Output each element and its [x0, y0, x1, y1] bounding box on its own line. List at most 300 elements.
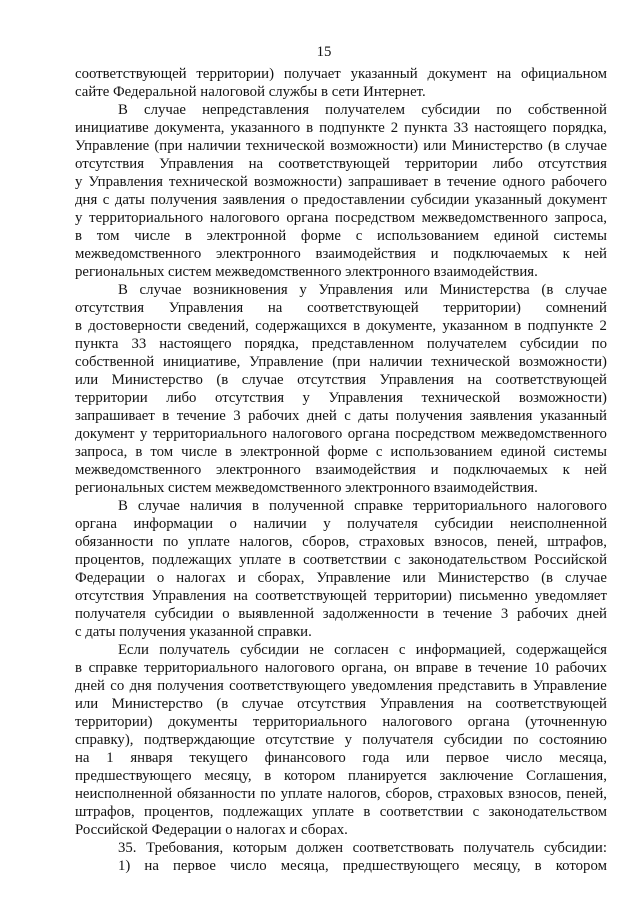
paragraph-line: региональных систем межведомственного электронного взаимодействия.	[75, 264, 538, 280]
word: том	[150, 444, 174, 460]
paragraph-line	[75, 227, 607, 245]
word: соответствовать	[352, 840, 454, 856]
word: на	[233, 588, 248, 604]
word: о	[290, 192, 299, 208]
word: страховых	[358, 534, 425, 550]
paragraph-line	[75, 173, 607, 191]
word: в	[353, 318, 361, 334]
word: налогов,	[239, 534, 293, 550]
word: содержащейся	[515, 642, 607, 658]
word: Управление	[249, 354, 324, 370]
word: Управления	[168, 300, 244, 316]
word: о	[156, 570, 165, 586]
word: Управления	[88, 174, 163, 190]
word: указанного	[230, 120, 301, 136]
word: в	[225, 444, 233, 460]
word: настоящего	[159, 336, 232, 352]
paragraph-line	[75, 209, 607, 227]
paragraph-line	[75, 137, 607, 155]
word: у	[139, 426, 148, 442]
word: справке	[354, 498, 403, 514]
word: Соглашения,	[526, 768, 607, 784]
word: или	[402, 570, 426, 586]
word: Министерство	[437, 570, 530, 586]
paragraph-line	[75, 695, 607, 713]
word: соответствующей	[307, 300, 419, 316]
word: единой	[493, 228, 539, 244]
word: года	[362, 750, 390, 766]
word: месяца,	[559, 750, 607, 766]
paragraph-line	[75, 569, 607, 587]
word: технической	[421, 390, 501, 406]
word: представленном	[311, 336, 414, 352]
word: налогов,	[327, 786, 381, 802]
word: на	[467, 372, 482, 388]
word: получателя	[75, 606, 146, 622]
word: документа,	[154, 120, 225, 136]
word: в	[75, 228, 82, 244]
word: на	[75, 750, 90, 766]
word: Управления	[318, 282, 393, 298]
word: сведений,	[187, 318, 250, 334]
word: указанный	[474, 192, 542, 208]
word: случае	[565, 570, 607, 586]
paragraph-line	[75, 65, 607, 83]
word: или	[406, 750, 430, 766]
word: получатель	[159, 642, 230, 658]
paragraph-line	[75, 353, 607, 371]
word: вправе	[415, 660, 459, 676]
word: случае	[564, 282, 607, 298]
word: либо	[492, 156, 523, 172]
word: соответствии	[303, 552, 387, 568]
word: использованием	[390, 444, 493, 460]
word: подлежащих	[222, 804, 303, 820]
body-text	[75, 65, 607, 875]
word: подпункте	[527, 318, 594, 334]
word: Управление	[75, 138, 150, 154]
word: должен	[296, 840, 344, 856]
word: территориального	[89, 210, 204, 226]
word: рабочего	[551, 174, 607, 190]
word: соответствующей	[278, 156, 390, 172]
word: Министерство	[111, 372, 203, 388]
word: (уточненную	[525, 714, 607, 730]
word: 3	[233, 408, 241, 424]
word: соответствующей	[255, 588, 367, 604]
word: случае	[139, 282, 182, 298]
word: у	[302, 390, 310, 406]
paragraph-line	[75, 551, 607, 569]
word: на	[144, 858, 159, 874]
word: с	[472, 804, 480, 820]
word: течение	[442, 606, 493, 622]
word: документе,	[366, 318, 437, 334]
paragraph-line	[75, 803, 607, 821]
word: течение	[176, 408, 226, 424]
word: заявления	[222, 192, 286, 208]
word: справке	[88, 660, 138, 676]
word: на	[267, 300, 283, 316]
paragraph-line	[75, 641, 607, 659]
word: процентов,	[144, 804, 214, 820]
word: котором	[555, 858, 607, 874]
paragraph-line	[75, 659, 607, 677]
word: 1)	[118, 858, 131, 874]
paragraph-line	[75, 587, 607, 605]
word: системы	[553, 228, 607, 244]
word: число	[505, 750, 543, 766]
word: котором	[284, 768, 336, 784]
word: уплате	[187, 534, 230, 550]
word: соответствующей	[495, 372, 607, 388]
word: не	[309, 642, 324, 658]
paragraph-line	[75, 245, 607, 263]
word: отсутствия	[75, 156, 145, 172]
word: наличии	[187, 138, 241, 154]
word: взаимодействия	[315, 462, 416, 478]
word: возможности)	[253, 174, 343, 190]
word: о	[229, 516, 237, 532]
word: форме	[300, 228, 341, 244]
word: документы	[168, 714, 238, 730]
paragraph-line	[75, 605, 607, 623]
paragraph-line	[75, 119, 607, 137]
word: 33	[453, 120, 469, 136]
word: межведомственного	[421, 210, 548, 226]
word: субсидии	[154, 606, 214, 622]
paragraph-line: с даты получения указанной справки.	[75, 624, 312, 640]
word: субсидии	[421, 102, 481, 118]
word: налогах	[176, 570, 226, 586]
word: межведомственного	[480, 426, 607, 442]
word: межведомственного	[75, 462, 202, 478]
word: полученной	[269, 498, 345, 514]
word: законодательством	[408, 552, 527, 568]
word: течение	[478, 660, 528, 676]
word: предоставлении	[303, 192, 405, 208]
word: указанном	[442, 318, 508, 334]
paragraph-line	[75, 425, 607, 443]
word: Федерации	[75, 570, 145, 586]
word: в	[427, 606, 435, 622]
word: подтверждающие	[143, 732, 255, 748]
word: взносов,	[508, 786, 562, 802]
word: инициативе,	[162, 354, 241, 370]
word: случае	[144, 102, 186, 118]
word: пункта	[75, 336, 119, 352]
word: (в	[216, 696, 229, 712]
word: технической	[246, 138, 325, 154]
word: документ	[427, 66, 487, 82]
word: дня	[75, 192, 98, 208]
word: 35.	[118, 840, 137, 856]
word: субсидии	[240, 642, 300, 658]
paragraph-line	[75, 533, 607, 551]
word: выявленной	[238, 606, 315, 622]
word: единой	[500, 444, 546, 460]
paragraph-line	[75, 299, 607, 317]
word: 1	[106, 750, 114, 766]
paragraph-line	[75, 515, 607, 533]
word: отсутствия	[297, 372, 367, 388]
paragraph-line	[75, 407, 607, 425]
word: отсутствия	[214, 390, 284, 406]
word: с	[355, 228, 363, 244]
paragraph-line	[75, 461, 607, 479]
word: территориального	[144, 660, 259, 676]
paragraph-line	[75, 749, 607, 767]
word: возможности)	[518, 354, 607, 370]
word: сборов,	[302, 534, 350, 550]
word: согласен	[334, 642, 389, 658]
word: о	[222, 606, 230, 622]
word: и	[430, 462, 439, 478]
word: к	[562, 246, 570, 262]
word: которым	[232, 840, 287, 856]
word: содержащихся	[255, 318, 347, 334]
word: в	[184, 228, 192, 244]
paragraph	[75, 839, 607, 857]
word: представить	[437, 678, 515, 694]
paragraph-line	[75, 713, 607, 731]
word: случае	[241, 372, 284, 388]
word: получателя	[347, 516, 418, 532]
word: законодательством	[488, 804, 607, 820]
word: запрашивает	[348, 174, 428, 190]
word: наличии	[253, 516, 307, 532]
word: налогового	[264, 660, 335, 676]
word: с	[344, 408, 351, 424]
word: в	[363, 804, 371, 820]
word: предшествующего	[75, 768, 192, 784]
paragraph	[75, 281, 607, 497]
word: он	[393, 660, 410, 676]
word: финансового	[264, 750, 346, 766]
word: даты	[358, 408, 389, 424]
word: у	[299, 282, 307, 298]
word: в	[252, 498, 259, 514]
word: органа,	[341, 660, 388, 676]
word: возникновения	[193, 282, 288, 298]
word: рабочих	[555, 660, 607, 676]
word: 33	[131, 336, 147, 352]
word: системы	[553, 444, 607, 460]
word: в	[135, 444, 143, 460]
word: взносов,	[434, 534, 488, 550]
word: уведомляет	[535, 588, 607, 604]
word: штрафов,	[75, 804, 135, 820]
word: том	[96, 228, 120, 244]
word: территориального	[152, 426, 267, 442]
word: с	[375, 444, 383, 460]
word: Министерство	[111, 696, 203, 712]
word: числе	[134, 228, 171, 244]
word: органа	[75, 516, 117, 532]
word: к	[562, 462, 570, 478]
word: территории)	[75, 714, 153, 730]
word: планируется	[348, 768, 427, 784]
word: соответствии	[379, 804, 464, 820]
word: получает	[283, 66, 341, 82]
paragraph	[75, 101, 607, 281]
word: в	[520, 678, 528, 694]
word: течение	[447, 174, 497, 190]
paragraph-line	[75, 443, 607, 461]
word: отсутствие	[265, 732, 335, 748]
paragraph	[75, 857, 607, 875]
word: территории)	[196, 66, 275, 82]
word: сомнений	[545, 300, 607, 316]
word: подключаемых	[453, 462, 548, 478]
word: и	[237, 570, 246, 586]
paragraph-line	[75, 857, 607, 875]
paragraph-line	[75, 731, 607, 749]
word: число	[229, 858, 267, 874]
word: с	[398, 642, 406, 658]
word: со	[110, 678, 125, 694]
word: (в	[216, 372, 229, 388]
word: настоящего	[474, 120, 547, 136]
paragraph-line	[75, 281, 607, 299]
word: получателем	[426, 336, 507, 352]
word: в	[464, 660, 472, 676]
word: получателя	[362, 732, 434, 748]
word: органа	[467, 714, 510, 730]
word: текущего	[189, 750, 248, 766]
word: (в	[547, 138, 560, 154]
word: (в	[541, 570, 554, 586]
word: рабочих	[516, 606, 569, 622]
word: на	[467, 696, 482, 712]
word: отсутствия	[537, 156, 607, 172]
paragraph-line	[75, 155, 607, 173]
word: в	[75, 318, 82, 334]
word: территориального	[252, 714, 367, 730]
word: информацией,	[415, 642, 506, 658]
word: заключение	[439, 768, 514, 784]
paragraph-line	[75, 101, 607, 119]
word: в	[534, 858, 542, 874]
word: у	[323, 516, 331, 532]
word: субсидии	[519, 336, 579, 352]
word: получателем	[325, 102, 406, 118]
paragraph-line: региональных систем межведомственного электронного взаимодействия.	[75, 480, 538, 496]
word: технической	[431, 354, 511, 370]
word: получения	[395, 408, 463, 424]
word: Управления	[379, 696, 454, 712]
word: или	[404, 282, 428, 298]
word: пункта	[404, 120, 448, 136]
word: получатель	[463, 840, 535, 856]
word: по	[513, 732, 529, 748]
word: территории)	[374, 588, 452, 604]
word: достоверности	[88, 318, 182, 334]
word: по	[591, 336, 607, 352]
word: обязанности	[177, 786, 256, 802]
paragraph-line	[75, 839, 607, 857]
word: наличия	[189, 498, 242, 514]
word: получения	[150, 192, 218, 208]
word: электронной	[240, 444, 320, 460]
word: субсидии	[434, 516, 494, 532]
word: сборах,	[257, 570, 305, 586]
word: сборов,	[385, 786, 433, 802]
word: в	[514, 318, 522, 334]
word: отсутствия	[75, 300, 145, 316]
word: в	[264, 768, 272, 784]
word: даты	[114, 192, 145, 208]
word: в	[434, 174, 442, 190]
word: территории)	[443, 300, 521, 316]
word: на	[496, 66, 512, 82]
word: субсидии:	[543, 840, 607, 856]
word: собственной	[527, 102, 607, 118]
word: по	[260, 786, 276, 802]
word: рабочих	[248, 408, 300, 424]
word: обязанности	[75, 534, 154, 550]
word: электронной	[206, 228, 287, 244]
word: предшествующего	[342, 858, 460, 874]
word: возможности)	[518, 390, 607, 406]
word: Если	[118, 642, 149, 658]
word: отсутствия	[75, 588, 145, 604]
word: месяцу,	[473, 858, 521, 874]
word: 2	[599, 318, 607, 334]
word: технической	[169, 174, 248, 190]
word: ней	[584, 246, 607, 262]
word: по	[496, 102, 512, 118]
word: документ	[75, 426, 135, 442]
word: субсидии	[443, 732, 503, 748]
word: по	[162, 534, 179, 550]
word: заявления	[469, 408, 533, 424]
word: неисполненной	[509, 516, 607, 532]
word: информации	[133, 516, 214, 532]
word: случае	[241, 696, 284, 712]
word: форме	[327, 444, 368, 460]
word: либо	[166, 390, 197, 406]
word: налогового	[382, 714, 453, 730]
paragraph	[75, 65, 607, 101]
word: 3	[500, 606, 509, 622]
word: числе	[181, 444, 218, 460]
word: уплате	[312, 804, 354, 820]
word: января	[130, 750, 173, 766]
word: на	[248, 156, 264, 172]
word: процентов,	[75, 552, 145, 568]
word: территории	[75, 390, 148, 406]
paragraph-line	[75, 371, 607, 389]
word: налогового	[272, 426, 343, 442]
word: уведомления	[351, 678, 433, 694]
word: порядка,	[552, 120, 607, 136]
word: В	[118, 498, 128, 514]
word: одного	[502, 174, 546, 190]
word: официальном	[521, 66, 607, 82]
word: состоянию	[539, 732, 607, 748]
word: уплате	[280, 786, 323, 802]
word: территории	[404, 156, 478, 172]
word: в	[162, 408, 170, 424]
paragraph-line	[75, 767, 607, 785]
word: подлежащих	[151, 552, 232, 568]
paragraph-line	[75, 317, 607, 335]
word: или	[423, 138, 447, 154]
word: взаимодействия	[315, 246, 416, 262]
word: у	[75, 174, 83, 190]
word: Управления	[151, 588, 226, 604]
